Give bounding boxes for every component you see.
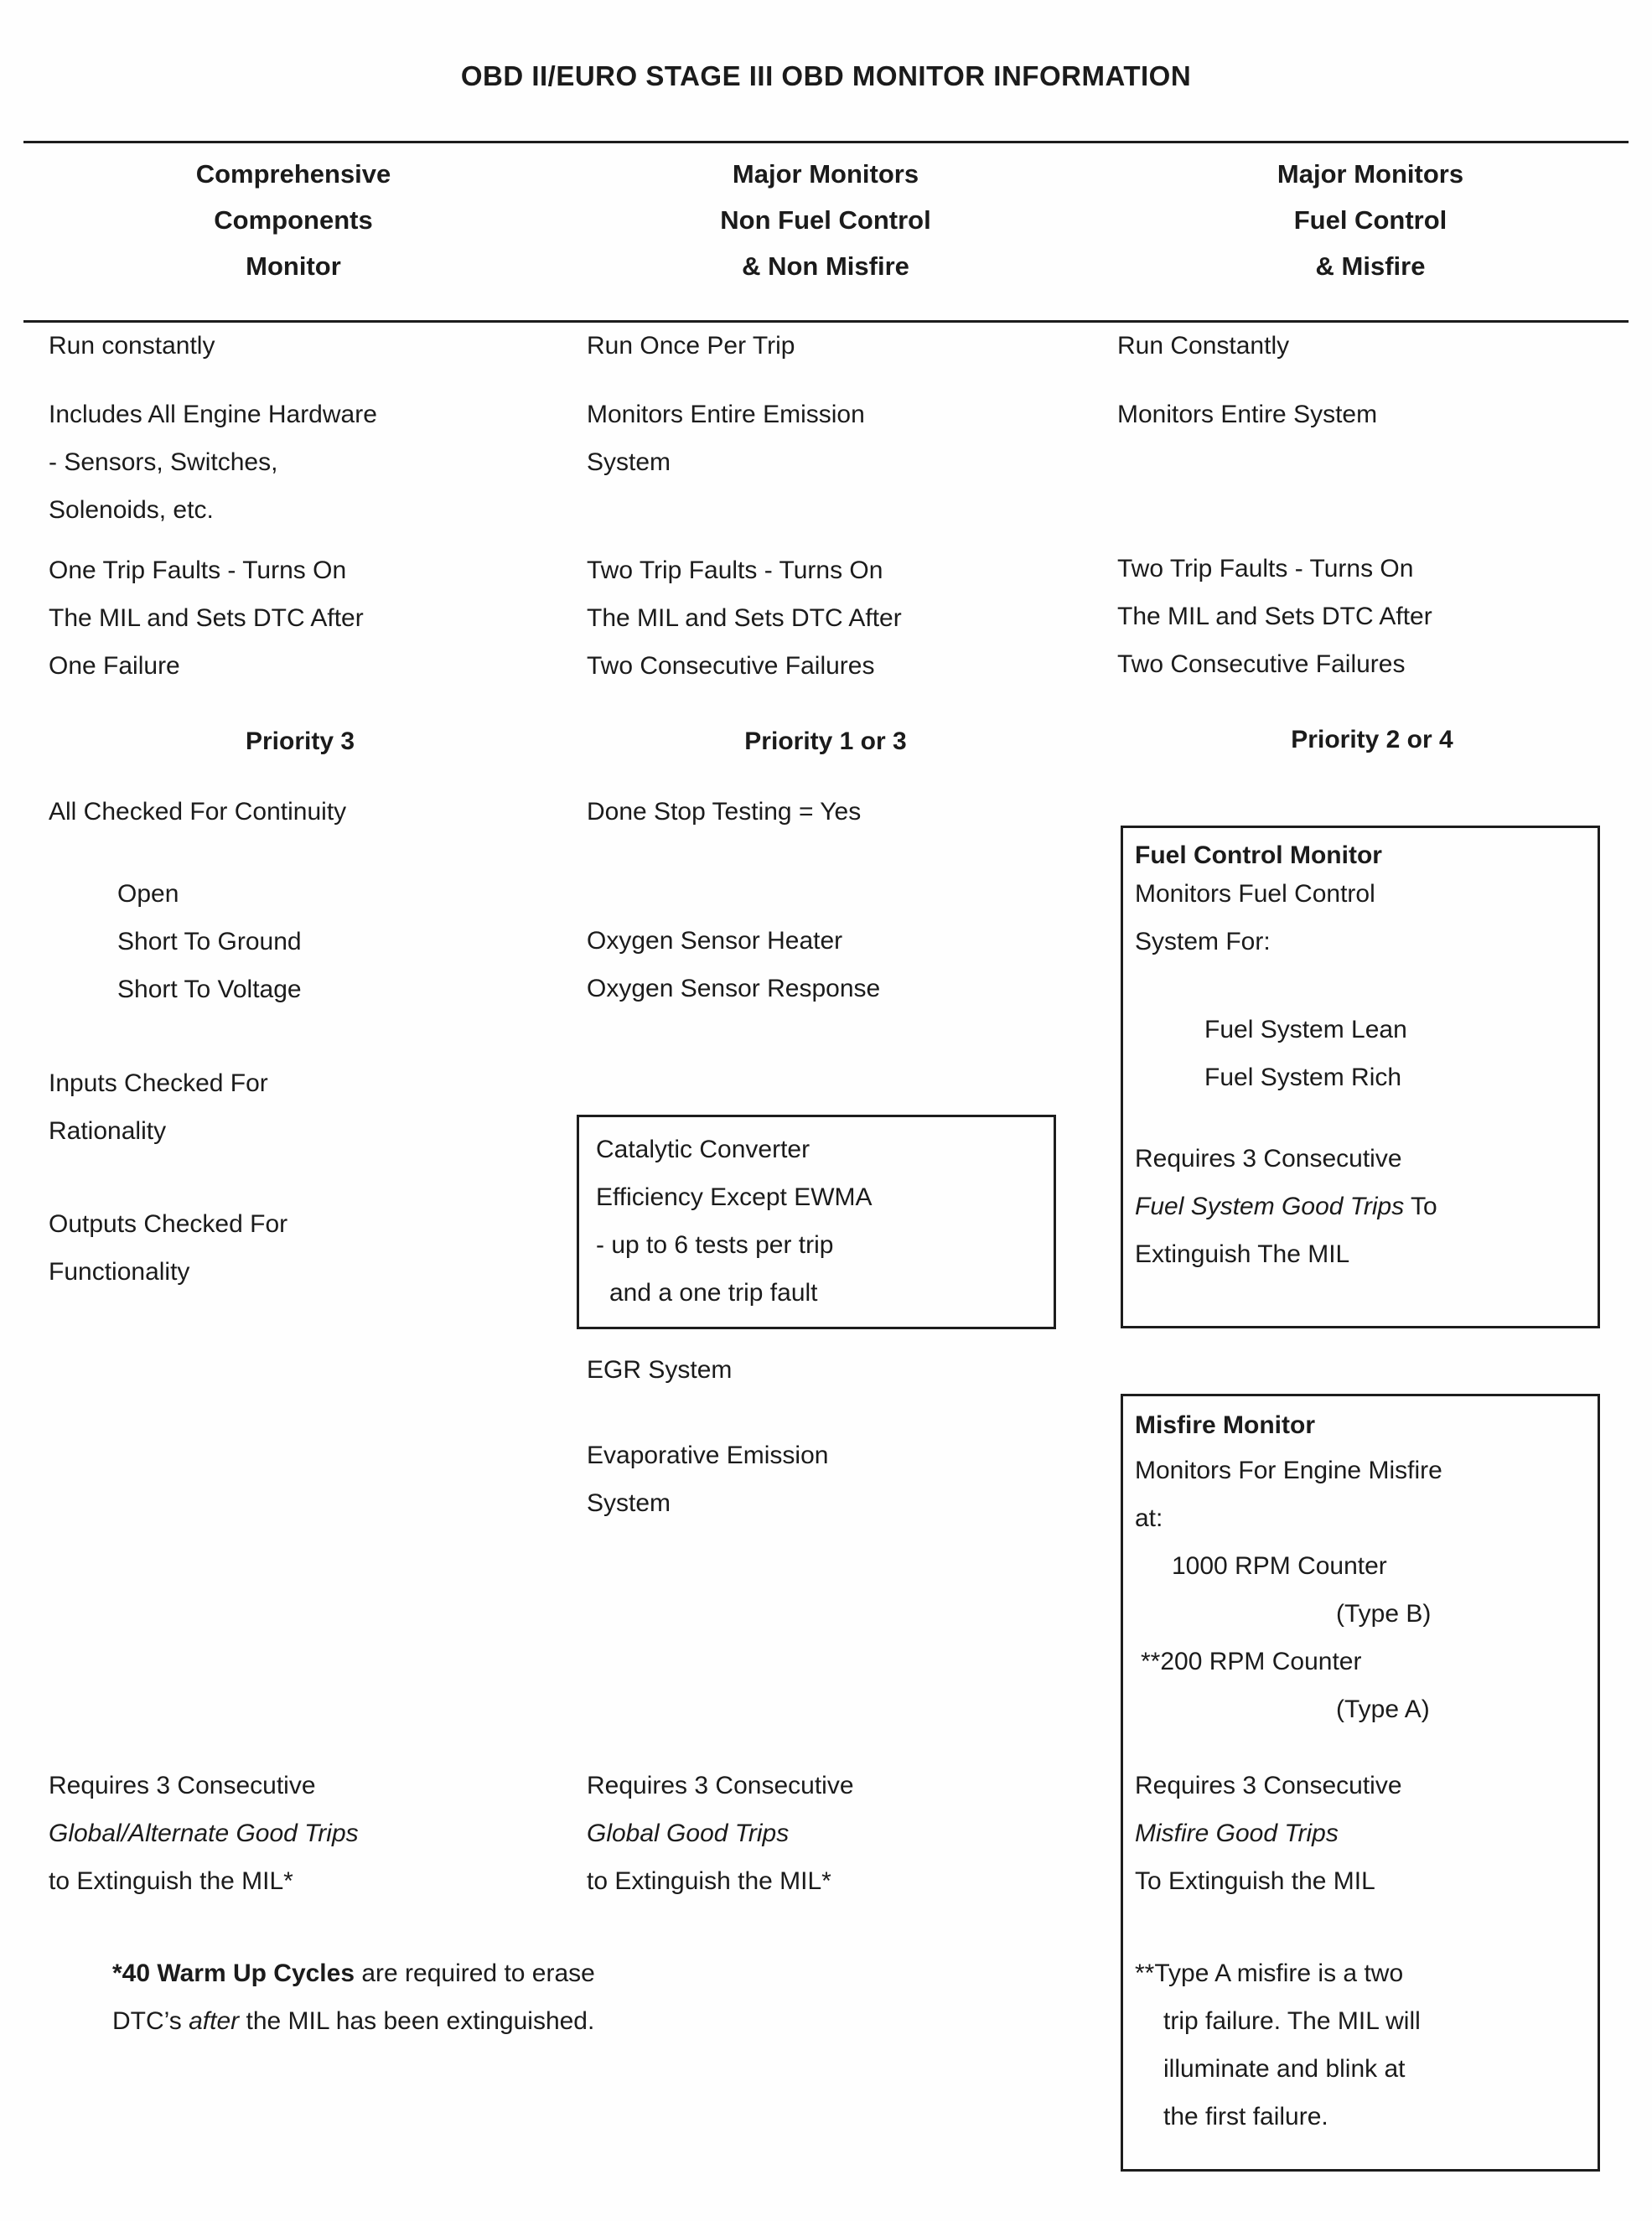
catalytic-box-line4: and a one trip fault xyxy=(609,1279,818,1307)
misfire-box-intro-line2: at: xyxy=(1135,1504,1163,1532)
col2-evap-line1: Evaporative Emission xyxy=(587,1442,829,1469)
misfire-box-counters xyxy=(1135,1542,1431,1733)
fuel-box-requires-line2 xyxy=(1135,1183,1437,1230)
col1-requires-line3: to Extinguish the MIL* xyxy=(49,1867,293,1895)
col1-outputs-line1: Outputs Checked For xyxy=(49,1210,288,1238)
fuel-box-title: Fuel Control Monitor xyxy=(1135,841,1382,869)
fuel-box-intro-line2: System For: xyxy=(1135,928,1271,955)
misfire-box-requires-line3: To Extinguish the MIL xyxy=(1135,1867,1375,1895)
fuel-control-monitor-box xyxy=(1121,826,1600,1328)
col1-inputs-line2: Rationality xyxy=(49,1117,167,1145)
fuel-box-intro xyxy=(1135,870,1375,966)
misfire-counter-200rpm: **200 RPM Counter xyxy=(1141,1648,1362,1675)
misfire-monitor-box xyxy=(1121,1394,1600,2172)
misfire-note-line2: trip failure. The MIL will xyxy=(1163,2007,1421,2035)
col3-header-line2: Fuel Control xyxy=(1293,205,1447,235)
catalytic-box-line3: - up to 6 tests per trip xyxy=(596,1231,834,1259)
col3-header xyxy=(1157,151,1584,289)
footnote-lead-bold: *40 Warm Up Cycles xyxy=(112,1960,355,1987)
col2-oxygen-line1: Oxygen Sensor Heater xyxy=(587,927,843,955)
fuel-box-requires-line3: Extinguish The MIL xyxy=(1135,1240,1350,1268)
misfire-box-title: Misfire Monitor xyxy=(1135,1411,1315,1439)
misfire-box-intro xyxy=(1135,1447,1442,1542)
col2-monitors-line2: System xyxy=(587,448,671,476)
col1-one-trip-line1: One Trip Faults - Turns On xyxy=(49,557,347,584)
catalytic-box-line1: Catalytic Converter xyxy=(596,1136,810,1163)
col2-evap-line2: System xyxy=(587,1489,671,1517)
col2-priority: Priority 1 or 3 xyxy=(744,727,907,755)
col1-continuity-item-open: Open xyxy=(117,880,179,908)
col1-header-line3: Monitor xyxy=(246,251,341,281)
col2-header xyxy=(612,151,1039,289)
col3-header-line1: Major Monitors xyxy=(1277,159,1464,189)
col3-priority: Priority 2 or 4 xyxy=(1291,726,1453,753)
fuel-box-item-lean: Fuel System Lean xyxy=(1204,1016,1407,1043)
fuel-box-item-rich: Fuel System Rich xyxy=(1204,1064,1402,1091)
col1-inputs-line1: Inputs Checked For xyxy=(49,1069,268,1097)
col1-header xyxy=(80,151,507,289)
col1-continuity: All Checked For Continuity xyxy=(49,798,347,826)
col2-requires-line1: Requires 3 Consecutive xyxy=(587,1772,854,1799)
col1-requires-good-trips xyxy=(49,1762,359,1905)
col2-monitors-line1: Monitors Entire Emission xyxy=(587,401,865,428)
col2-header-line3: & Non Misfire xyxy=(742,251,909,281)
col2-monitors-emission xyxy=(587,391,865,486)
col2-run-once: Run Once Per Trip xyxy=(587,332,795,360)
col3-two-trip-line2: The MIL and Sets DTC After xyxy=(1117,603,1432,630)
col1-inputs-rationality xyxy=(49,1059,268,1155)
col1-continuity-item-ground: Short To Ground xyxy=(117,928,302,955)
col1-continuity-items xyxy=(117,870,302,1013)
col1-includes-line1: Includes All Engine Hardware xyxy=(49,401,377,428)
footnote-line2-italic: after xyxy=(189,2007,240,2035)
col1-continuity-item-voltage: Short To Voltage xyxy=(117,976,302,1003)
col1-one-trip-line3: One Failure xyxy=(49,652,180,680)
col1-requires-line1: Requires 3 Consecutive xyxy=(49,1772,316,1799)
misfire-note-line4: the first failure. xyxy=(1163,2103,1328,2130)
col1-outputs-line2: Functionality xyxy=(49,1258,190,1286)
col3-two-trip-faults xyxy=(1117,545,1432,688)
misfire-note-line3: illuminate and blink at xyxy=(1163,2055,1406,2083)
fuel-box-requires xyxy=(1135,1135,1437,1278)
col1-priority: Priority 3 xyxy=(245,727,355,755)
footnote-line2-pre: DTC’s xyxy=(112,2007,189,2035)
misfire-counter-type-a: (Type A) xyxy=(1336,1696,1430,1723)
col1-one-trip-faults xyxy=(49,546,364,690)
misfire-counter-1000rpm: 1000 RPM Counter xyxy=(1172,1552,1387,1580)
fuel-box-intro-line1: Monitors Fuel Control xyxy=(1135,880,1375,908)
col1-run-constantly: Run constantly xyxy=(49,332,215,360)
catalytic-box-line2: Efficiency Except EWMA xyxy=(596,1183,873,1211)
col2-requires-line3: to Extinguish the MIL* xyxy=(587,1867,831,1895)
col1-header-line1: Comprehensive xyxy=(195,159,391,189)
misfire-box-requires-line2: Misfire Good Trips xyxy=(1135,1820,1339,1847)
footnote-line1 xyxy=(112,1949,595,1997)
header-rule-top xyxy=(23,141,1629,143)
col1-one-trip-line2: The MIL and Sets DTC After xyxy=(49,604,364,632)
fuel-box-requires-line2-italic: Fuel System Good Trips xyxy=(1135,1193,1405,1220)
col3-header-line3: & Misfire xyxy=(1315,251,1426,281)
col2-two-trip-line1: Two Trip Faults - Turns On xyxy=(587,557,883,584)
header-rule-bottom xyxy=(23,320,1629,323)
col2-two-trip-line3: Two Consecutive Failures xyxy=(587,652,875,680)
col2-evap-system xyxy=(587,1431,828,1527)
col3-two-trip-line3: Two Consecutive Failures xyxy=(1117,650,1406,678)
misfire-box-note xyxy=(1135,1949,1421,2141)
fuel-box-requires-line1: Requires 3 Consecutive xyxy=(1135,1145,1402,1173)
page-title: OBD II/EURO STAGE III OBD MONITOR INFORMATION xyxy=(460,60,1192,91)
footnote-line2-rest: the MIL has been extinguished. xyxy=(239,2007,595,2035)
col1-includes-hardware xyxy=(49,391,377,534)
misfire-box-requires-line1: Requires 3 Consecutive xyxy=(1135,1772,1402,1799)
col1-header-line2: Components xyxy=(214,205,373,235)
misfire-box-intro-line1: Monitors For Engine Misfire xyxy=(1135,1457,1442,1484)
col3-two-trip-line1: Two Trip Faults - Turns On xyxy=(1117,555,1414,582)
col1-outputs-functionality xyxy=(49,1200,287,1296)
col1-requires-line2: Global/Alternate Good Trips xyxy=(49,1820,359,1847)
warmup-footnote xyxy=(112,1949,595,2045)
col2-header-line1: Major Monitors xyxy=(732,159,919,189)
col2-oxygen-line2: Oxygen Sensor Response xyxy=(587,975,881,1002)
col2-oxygen-sensor xyxy=(587,917,880,1012)
misfire-box-requires xyxy=(1135,1762,1402,1905)
footnote-lead-rest: are required to erase xyxy=(355,1960,595,1987)
col2-requires-line2: Global Good Trips xyxy=(587,1820,790,1847)
col2-egr-system: EGR System xyxy=(587,1356,733,1384)
misfire-note-line1: **Type A misfire is a two xyxy=(1135,1960,1404,1987)
col2-header-line2: Non Fuel Control xyxy=(720,205,931,235)
col1-includes-line3: Solenoids, etc. xyxy=(49,496,214,524)
col3-run-constantly: Run Constantly xyxy=(1117,332,1290,360)
col2-done-stop-testing: Done Stop Testing = Yes xyxy=(587,798,862,826)
misfire-counter-type-b: (Type B) xyxy=(1336,1600,1432,1628)
col3-monitors-system: Monitors Entire System xyxy=(1117,401,1378,428)
fuel-box-requires-line2-tail: To xyxy=(1404,1193,1437,1220)
fuel-box-items xyxy=(1204,1006,1407,1101)
col1-includes-line2: - Sensors, Switches, xyxy=(49,448,278,476)
col2-two-trip-faults xyxy=(587,546,902,690)
catalytic-converter-box xyxy=(577,1115,1056,1329)
footnote-line2 xyxy=(112,1997,595,2045)
col2-requires-good-trips xyxy=(587,1762,854,1905)
col2-two-trip-line2: The MIL and Sets DTC After xyxy=(587,604,902,632)
